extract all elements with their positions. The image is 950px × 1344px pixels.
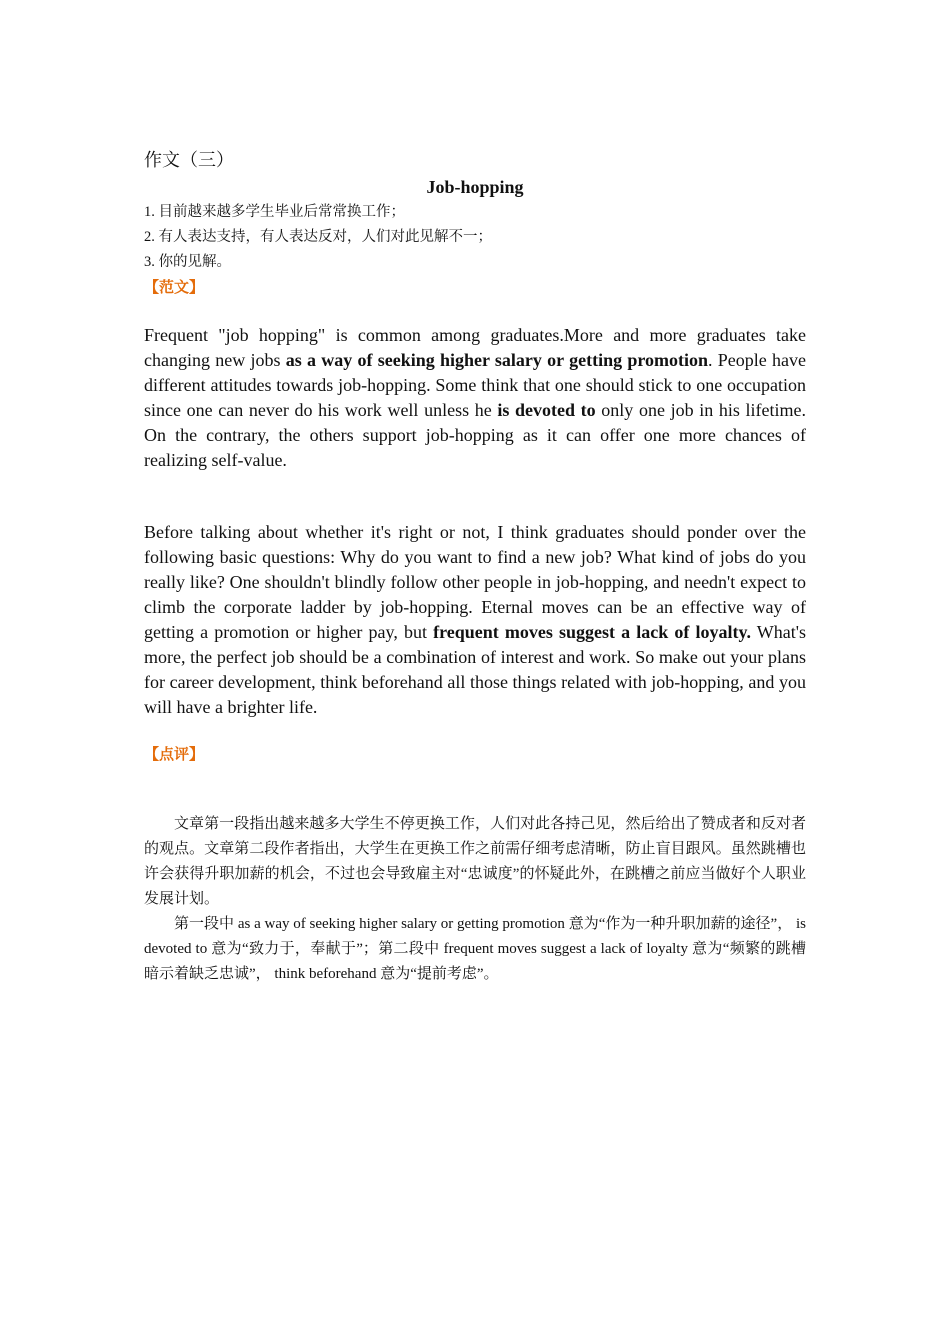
comment-paragraph-1: 文章第一段指出越来越多大学生不停更换工作，人们对此各持己见，然后给出了赞成者和反对者的观点。文章第二段作者指出，大学生在更换工作之前需仔细考虑清晰，防止盲目跟风。虽然跳槽也许会获得升职加薪的机会，不过也会导致雇主对“忠诚度”的怀疑此外，在跳槽之前应当做好个人职业发展计划。 — [144, 816, 806, 907]
bold-phrase: as a way of seeking higher salary or getting promotion — [285, 350, 709, 370]
text-run: . People have different attitudes towards job-hopping. Some think that one should stick to one occupation since one can never do his work well unless he — [144, 350, 806, 420]
model-essay-label: 【范文】 — [144, 280, 205, 296]
text-run: only one job in his lifetime. On the contrary, the others support job-hopping as it can offer one more chances of realizing self-value. — [144, 400, 807, 470]
bold-phrase: is devoted to — [497, 400, 596, 420]
bold-phrase: frequent moves suggest a lack of loyalty. — [433, 622, 751, 642]
requirement-3: 3. 你的见解。 — [144, 254, 231, 270]
essay-paragraph-2 — [144, 520, 806, 720]
comment-label: 【点评】 — [144, 747, 205, 763]
text-run: Frequent "job hopping" is common among graduates.More and more graduates take changing new jobs — [144, 325, 806, 370]
essay-title: Job-hopping — [426, 177, 524, 197]
comment-paragraph-2: 第一段中 as a way of seeking higher salary or getting promotion 意为“作为一种升职加薪的途径”， is devoted to 意为“致力于，奉献于”；第二段中 frequent moves suggest a lack of loyalty 意为“频繁的跳槽暗示着缺乏忠诚”， think beforehand 意为“提前考虑”。 — [144, 916, 806, 982]
requirement-1: 1. 目前越来越多学生毕业后常常换工作； — [144, 204, 405, 220]
essay-paragraph-1 — [144, 323, 806, 473]
text-run: Before talking about whether it's right or not, I think graduates should ponder over the following basic questions: Why do you want to find a new job? What kind of jobs do you really like? One shouldn't blindly follow other people in job-hopping, and needn't expect to climb the corporate ladder by job-hopping. Eternal moves can be an effective way of getting a promotion or higher pay, but — [144, 522, 806, 642]
text-run: What's more, the perfect job should be a combination of interest and work. So make out your plans for career development, think beforehand all those things related with job-hopping, and you will have a brighter life. — [144, 622, 807, 717]
section-heading: 作文（三） — [144, 150, 234, 170]
requirement-2: 2. 有人表达支持，有人表达反对，人们对此见解不一； — [144, 229, 492, 245]
document-page — [144, 146, 806, 987]
